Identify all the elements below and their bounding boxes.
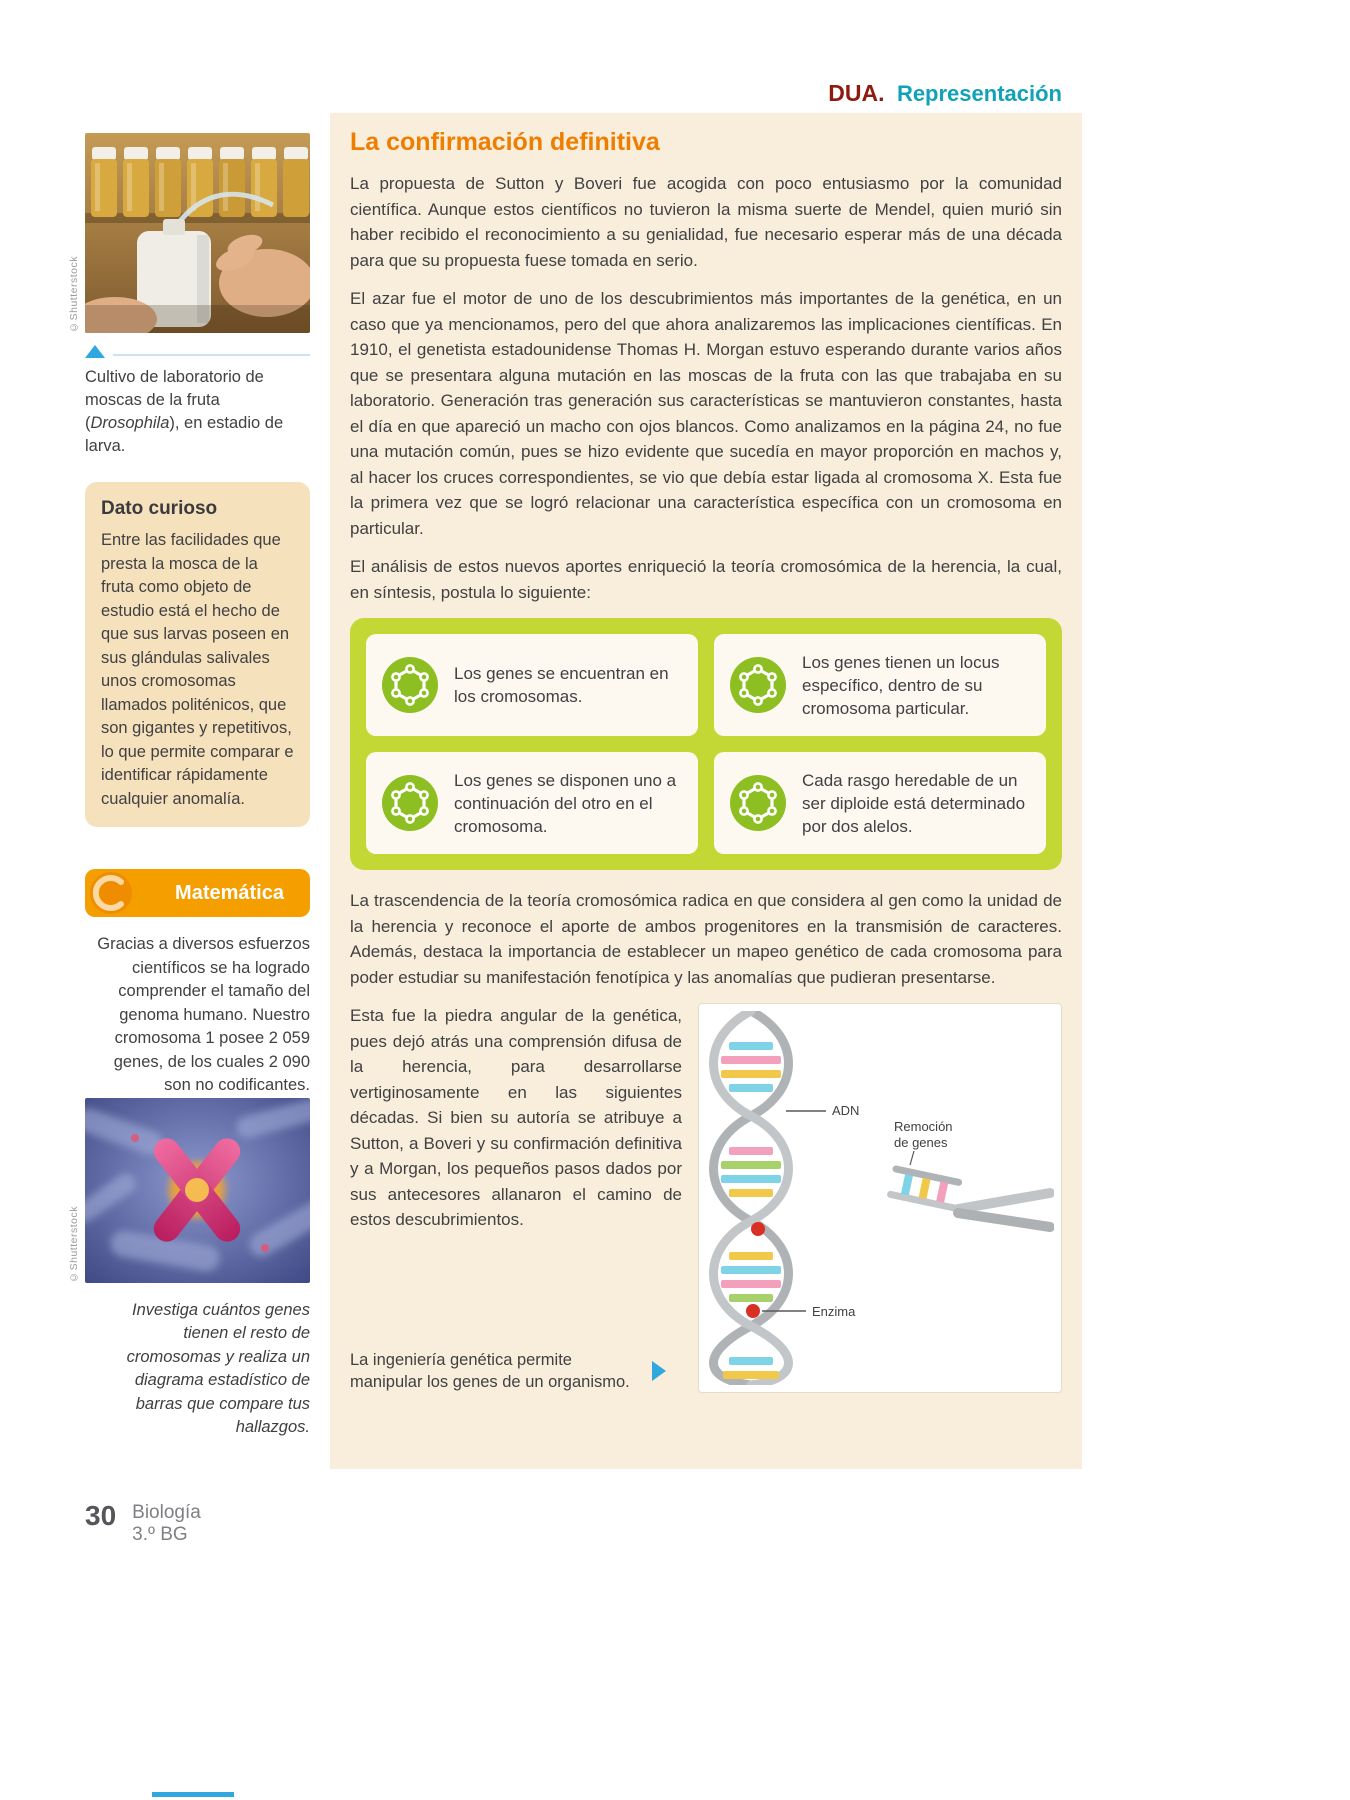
- triangle-up-icon: [85, 345, 105, 358]
- grade-label: 3.º BG: [132, 1524, 188, 1545]
- postulate-card: [714, 752, 1046, 854]
- dato-curioso-title: Dato curioso: [101, 498, 218, 519]
- lab-photo-illustration: [85, 133, 310, 333]
- investiga-note: Investiga cuántos genes tienen el resto de cromosomas y realiza un diagrama estadístico de barras que compare tus hallazgos.: [126, 1300, 310, 1436]
- postulate-text: Los genes se disponen uno a continuación del otro en el cromosoma.: [454, 770, 677, 836]
- postulate-card: [366, 634, 698, 736]
- matematica-badge: [85, 869, 310, 917]
- hexagon-gene-icon: [730, 775, 786, 831]
- dua-label: DUA.: [828, 80, 885, 106]
- dato-curioso-box: [85, 482, 310, 827]
- photo-caption: [85, 366, 310, 458]
- paragraph-1: La propuesta de Sutton y Boveri fue acogida con poco entusiasmo por la comunidad científica. Aunque estos científicos no tuvieron la misma suerte de Mendel, quien murió sin haber recibido el reconocimiento a su genialidad, fue necesario esperar más de una década para que su propuesta fuese tomada en serio.: [350, 174, 1062, 270]
- chromosome-illustration: [85, 1098, 310, 1283]
- postulates-box: [350, 618, 1062, 870]
- matematica-label: Matemática: [175, 881, 284, 904]
- photo-credit: ©Shutterstock: [68, 256, 80, 333]
- bottom-edge-mark: [152, 1792, 234, 1797]
- dua-topic: Representación: [896, 81, 1062, 106]
- postulate-card: [714, 634, 1046, 736]
- postulate-card: [366, 752, 698, 854]
- figure-caption-text: La ingeniería genética permite manipular los genes de un organismo.: [350, 1351, 630, 1391]
- paragraph-4: La trascendencia de la teoría cromosómica radica en que considera al gen como la unidad de la herencia y reconoce el aporte de ambos progenitores en la transmisión de caracteres. Además, destaca la importancia de establecer un mapeo genético de cada cromosoma para poder estudiar su manifestación fenotípica y las anomalías que pudieran presentarse.: [350, 891, 1062, 987]
- caption-species: Drosophila: [90, 414, 170, 432]
- caption-marker: [85, 345, 310, 358]
- subject-block: [132, 1502, 201, 1546]
- chromosome-photo: [68, 1098, 310, 1283]
- hexagon-gene-icon: [730, 657, 786, 713]
- page-footer: [85, 1502, 201, 1546]
- paragraph-5: Esta fue la piedra angular de la genética, pues dejó atrás una comprensión difusa de la herencia, para desarrollarse vertiginosamente en las siguientes décadas. Si bien su autoría se atribuye a Sutton, a Boveri y su confirmación definitiva y a Morgan, los pequeños pasos dados por sus antecesores allanaron el camino de estos descubrimientos.: [350, 1006, 682, 1229]
- triangle-right-icon: [652, 1361, 666, 1381]
- figure-caption: [350, 1349, 682, 1393]
- postulate-text: Cada rasgo heredable de un ser diploide está determinado por dos alelos.: [802, 770, 1026, 836]
- hexagon-gene-icon: [382, 775, 438, 831]
- figure-left-column: [350, 1003, 682, 1393]
- caption-text: Cultivo de laboratorio de moscas de la fruta (: [85, 368, 264, 432]
- main-content: [350, 128, 1062, 1393]
- dna-figure: [698, 1003, 1062, 1393]
- dua-header: [330, 80, 1062, 107]
- dna-illustration: [706, 1011, 1054, 1385]
- enzima-label: Enzima: [812, 1304, 856, 1319]
- postulate-text: Los genes se encuentran en los cromosomas.: [454, 664, 669, 706]
- dato-curioso-text: Entre las facilidades que presta la mosca de la fruta como objeto de estudio está el hecho de que sus larvas poseen en sus glándulas salivales unos cromosomas llamados politénicos, que son gigantes y repetitivos, lo que permite comparar e identificar rápidamente cualquier anomalía.: [101, 531, 294, 808]
- remocion-label-2: de genes: [894, 1135, 948, 1150]
- adn-label: ADN: [832, 1103, 860, 1118]
- lab-photo: [68, 133, 310, 333]
- postulate-text: Los genes tienen un locus específico, dentro de su cromosoma particular.: [802, 652, 1000, 718]
- c-logo-icon: [88, 870, 134, 916]
- sidebar: [68, 133, 310, 1440]
- paragraph-3: El análisis de estos nuevos aportes enriqueció la teoría cromosómica de la herencia, la cual, en síntesis, postula lo siguiente:: [350, 557, 1062, 602]
- subject-label: Biología: [132, 1502, 201, 1523]
- paragraph-2: El azar fue el motor de uno de los descubrimientos más importantes de la genética, en un caso que ya mencionamos, pero del que ahora analizaremos las implicaciones científicas. En 1910, el genetista estadounidense Thomas H. Morgan estuvo esperando durante varios años que se presentara alguna mutación en las moscas de la fruta con las que trabajaba en su laboratorio. Generación tras generación sus características se mantuvieron constantes, hasta el día en que apareció un macho con ojos blancos. Como analizamos en la página 24, no fue una mutación común, pues se hizo evidente que sucedía en mayor proporción en machos y, al hacer los cruces correspondientes, se vio que debía estar ligada al cromosoma X. Esta fue la primera vez que se logró relacionar una característica específica con un cromosoma en particular.: [350, 289, 1062, 538]
- page-number: 30: [85, 1500, 117, 1531]
- remocion-label: Remoción: [894, 1119, 953, 1134]
- matematica-text: Gracias a diversos esfuerzos científicos se ha logrado comprender el tamaño del genoma humano. Nuestro cromosoma 1 posee 2 059 genes, de los cuales 2 090 son no codificantes.: [97, 935, 310, 1094]
- section-title: La confirmación definitiva: [350, 128, 660, 156]
- caption-text-end: ), en estadio de larva.: [85, 414, 284, 455]
- hexagon-gene-icon: [382, 657, 438, 713]
- caption-rule: [113, 354, 310, 356]
- figure-row: [350, 1003, 1062, 1393]
- photo-credit: ©Shutterstock: [68, 1205, 80, 1283]
